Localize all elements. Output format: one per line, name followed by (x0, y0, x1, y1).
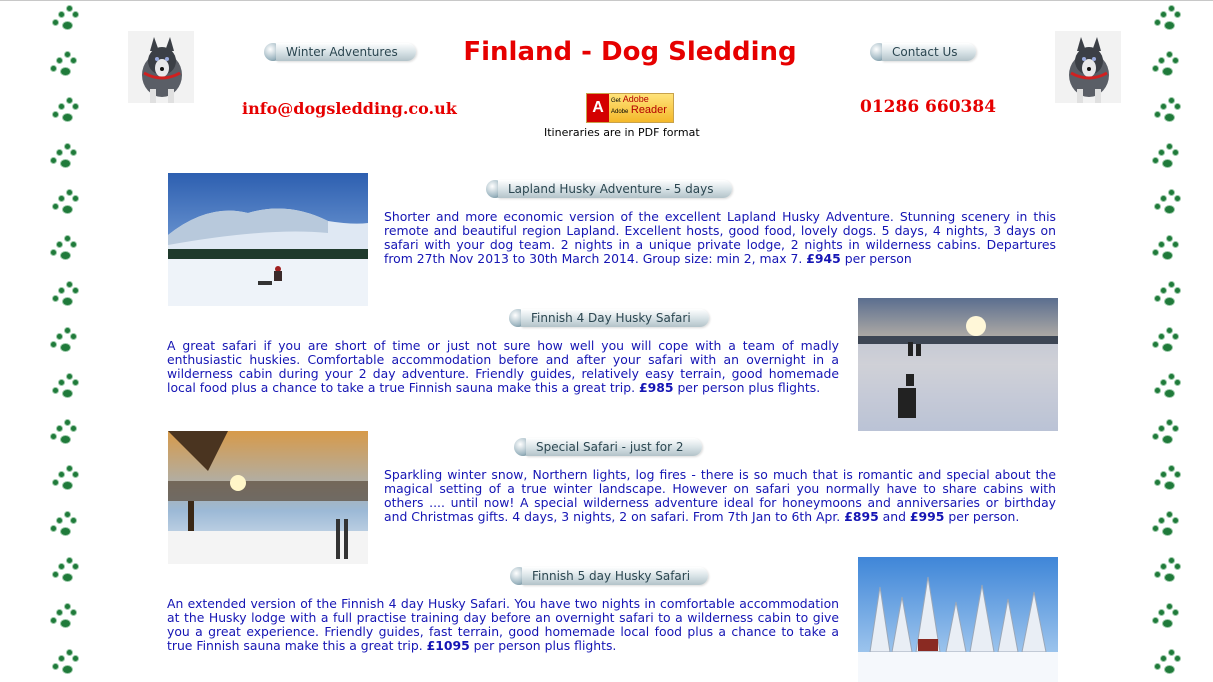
tour-title-special-safari[interactable] (514, 436, 702, 458)
paw-print-icon (1150, 143, 1180, 173)
tour-title-finnish-4-day[interactable] (509, 307, 709, 329)
paw-print-icon (1150, 235, 1180, 265)
tour-title-label: Lapland Husky Adventure - 5 days (498, 180, 732, 198)
tour-price: £895 (844, 509, 879, 524)
tour-description-lapland (384, 210, 1056, 266)
paw-print-icon (1152, 189, 1182, 219)
tour-description-text: Sparkling winter snow, Northern lights, log fires - there is so much that is romantic and special about the magical setting of a true winter landscape. However on safari you normally have to share cabins with others .... until now! A special wilderness adventure ideal for honeymoons and anniversaries or birthday and Christmas gifts. 4 days, 3 nights, 2 on safari. From 7th Jan to 6th Apr. (384, 467, 1056, 524)
paw-print-icon (1152, 5, 1182, 35)
paw-print-icon (50, 465, 80, 495)
contact-us-label: Contact Us (882, 43, 976, 61)
tour-description-finnish-4-day (167, 339, 839, 395)
tour-price: £985 (638, 380, 674, 395)
tour-price-suffix: per person plus flights. (677, 380, 821, 395)
paw-print-icon (1152, 465, 1182, 495)
paw-print-icon (48, 419, 78, 449)
paw-print-icon (50, 281, 80, 311)
tour-title-label: Special Safari - just for 2 (526, 438, 702, 456)
tour-title-lapland[interactable] (486, 178, 732, 200)
paw-print-icon (1152, 281, 1182, 311)
paw-print-icon (1150, 327, 1180, 357)
paw-print-icon (1150, 51, 1180, 81)
tour-price: £945 (806, 251, 841, 266)
tour-description-finnish-5-day (167, 597, 839, 653)
paw-print-icon (48, 51, 78, 81)
tour-price-2: £995 (909, 509, 945, 524)
tour-price-suffix: per person (844, 251, 912, 266)
paw-print-icon (1150, 603, 1180, 633)
paw-print-icon (1150, 419, 1180, 449)
tour-photo-finnish-4-day (858, 298, 1058, 431)
tour-description-text: An extended version of the Finnish 4 day Husky Safari. You have two nights in comfortable accommodation at the Husky lodge with a full practise training day before an overnight safari to a wilderness cabin to give you a great experience. Friendly guides, fast terrain, good homemade local food plus a chance to take a true Finnish sauna make this a great trip. (167, 596, 839, 653)
reader-product-line1: Adobe (622, 94, 649, 104)
winter-adventures-label: Winter Adventures (276, 43, 416, 61)
reader-adobe-text: Adobe (611, 109, 629, 115)
tour-photo-lapland (168, 173, 368, 306)
tour-photo-special-safari (168, 431, 368, 564)
paw-print-icon (1152, 557, 1182, 587)
contact-us-button[interactable] (870, 41, 976, 63)
tour-price-suffix: per person. (948, 509, 1020, 524)
tour-price-suffix: per person plus flights. (473, 638, 617, 653)
paw-print-icon (1152, 97, 1182, 127)
paw-print-icon (1152, 373, 1182, 403)
paw-print-icon (48, 603, 78, 633)
tour-photo-finnish-5-day (858, 557, 1058, 682)
reader-get-text: Get (611, 98, 621, 104)
tour-description-text: A great safari if you are short of time or just not sure how well you will cope with a team of madly enthusiastic huskies. Comfortable accommodation before and after your safari with an overnight in a wilderness cabin during your 2 day adventure. Friendly guides, relatively easy terrain, good homemade local food plus a chance to take a true Finnish sauna make this a great trip. (167, 338, 839, 395)
pdf-note: Itineraries are in PDF format (544, 126, 700, 139)
paw-print-icon (48, 511, 78, 541)
paw-border-right (1148, 1, 1188, 682)
paw-print-icon (50, 649, 80, 679)
tour-description-special-safari (384, 468, 1056, 524)
adobe-logo-icon: A (587, 94, 609, 122)
paw-print-icon (50, 557, 80, 587)
phone-number: 01286 660384 (860, 97, 997, 117)
tour-title-finnish-5-day[interactable] (510, 565, 708, 587)
tour-title-label: Finnish 4 Day Husky Safari (521, 309, 709, 327)
winter-adventures-button[interactable] (264, 41, 416, 63)
paw-print-icon (1152, 649, 1182, 679)
paw-print-icon (50, 373, 80, 403)
paw-print-icon (50, 189, 80, 219)
paw-print-icon (50, 97, 80, 127)
tour-description-text: Shorter and more economic version of the excellent Lapland Husky Adventure. Stunning scenery in this remote and beautiful region Lapland. Excellent hosts, good food, lovely dogs. 5 days, 4 nights, 3 days on safari with your dog team. 2 nights in a unique private lodge, 2 nights in wilderness cabins. Departures from 27th Nov 2013 to 30th March 2014. Group size: min 2, max 7. (384, 209, 1056, 266)
paw-print-icon (50, 5, 80, 35)
paw-print-icon (48, 143, 78, 173)
paw-border-left (46, 1, 86, 682)
page-title: Finland - Dog Sledding (463, 37, 797, 67)
husky-image-right (1055, 31, 1121, 103)
get-adobe-reader-button[interactable] (586, 93, 674, 123)
email-link[interactable]: info@dogsledding.co.uk (242, 99, 457, 118)
reader-product-line2: Reader (630, 104, 667, 116)
paw-print-icon (48, 235, 78, 265)
paw-print-icon (48, 327, 78, 357)
paw-print-icon (1150, 511, 1180, 541)
tour-price: £1095 (426, 638, 470, 653)
tour-price-join: and (882, 509, 906, 524)
husky-image-left (128, 31, 194, 103)
tour-title-label: Finnish 5 day Husky Safari (522, 567, 708, 585)
